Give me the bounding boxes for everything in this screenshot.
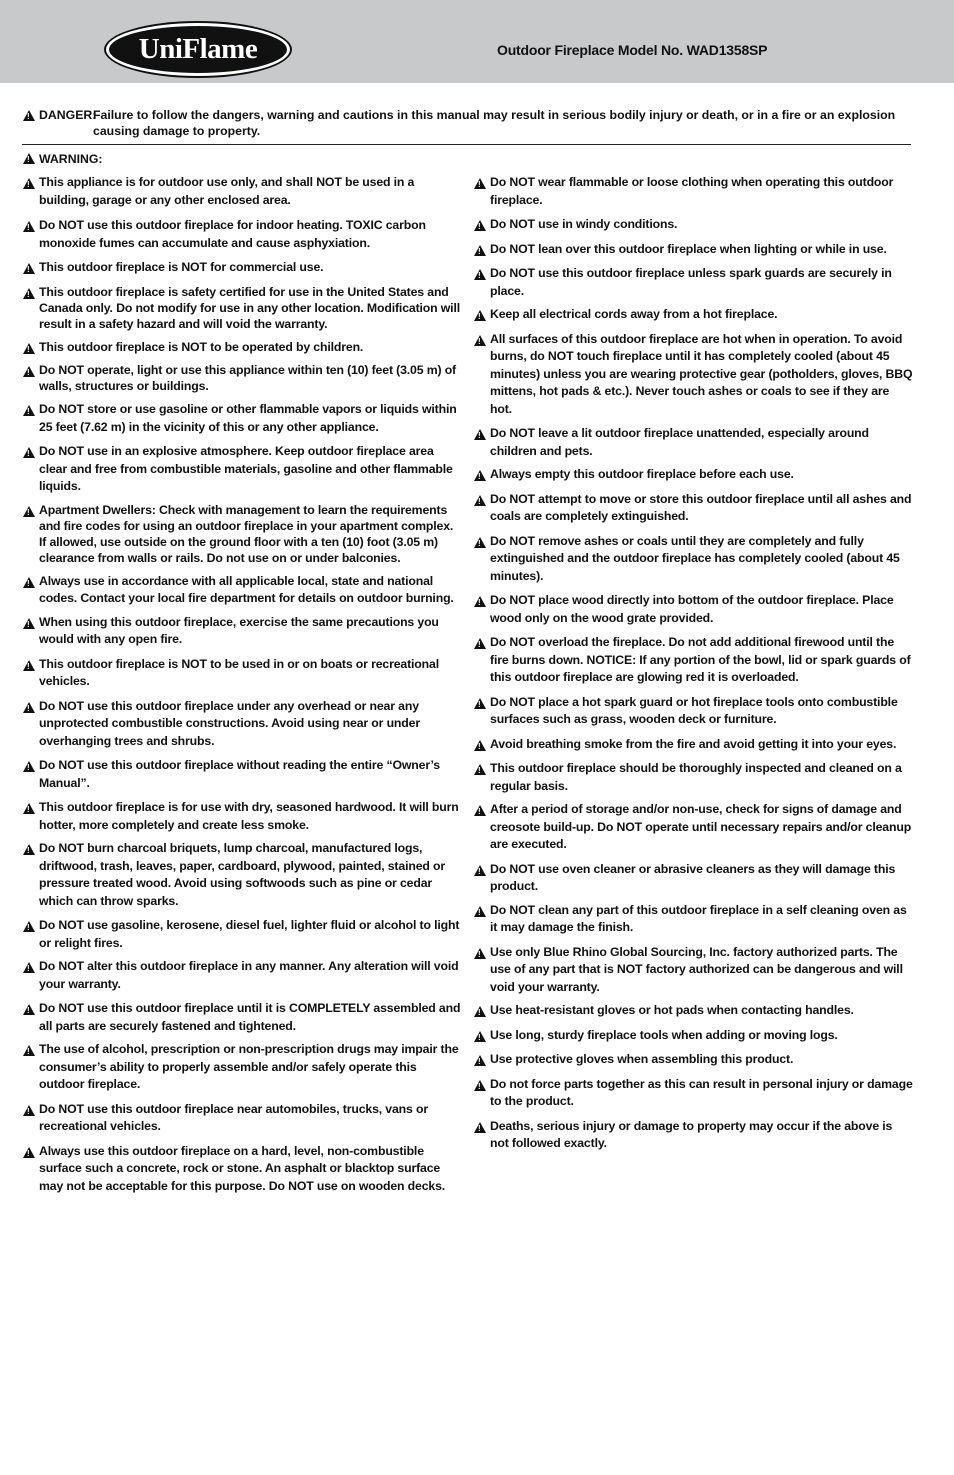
warning-triangle-icon — [474, 638, 486, 649]
warning-triangle-icon — [23, 618, 35, 629]
warning-item-text: Do NOT use in windy conditions. — [490, 217, 678, 231]
warning-item-text: Do NOT use this outdoor fireplace for indoor heating. TOXIC carbon monoxide fumes can accumulate and cause asphyxiation. — [39, 218, 426, 250]
warning-item — [23, 1041, 462, 1094]
warning-item-text: Do NOT clean any part of this outdoor fireplace in a self cleaning oven as it may damage the finish. — [490, 902, 907, 934]
warning-triangle-icon — [23, 153, 35, 164]
danger-label: DANGER: — [39, 108, 97, 122]
divider — [22, 144, 911, 145]
warning-item — [474, 592, 914, 627]
warning-item — [23, 917, 462, 952]
warning-triangle-icon — [474, 495, 486, 506]
warning-triangle-icon — [474, 269, 486, 280]
warning-item — [474, 902, 914, 937]
warning-item — [474, 331, 914, 419]
warning-triangle-icon — [23, 1004, 35, 1015]
warning-triangle-icon — [23, 660, 35, 671]
warning-triangle-icon — [23, 577, 35, 588]
warning-triangle-icon — [474, 948, 486, 959]
warning-item-text: Do NOT remove ashes or coals until they are completely and fully extinguished and the outdoor fireplace has completely cooled (about 45 minutes). — [490, 533, 900, 583]
warning-triangle-icon — [23, 366, 35, 377]
warning-item-text: Do NOT use in an explosive atmosphere. Keep outdoor fireplace area clear and free from combustible materials, gasoline and other flammable liquids. — [39, 444, 453, 493]
warning-triangle-icon — [23, 1147, 35, 1158]
warning-item — [474, 760, 914, 795]
warning-item-text: After a period of storage and/or non-use, check for signs of damage and creosote build-up. Do NOT operate until necessary repairs and/or cleanup are executed. — [490, 802, 912, 851]
warning-item-text: This outdoor fireplace should be thoroughly inspected and cleaned on a regular basis. — [490, 761, 902, 793]
warning-triangle-icon — [23, 1045, 35, 1056]
warning-item — [23, 698, 462, 751]
warning-triangle-icon — [23, 844, 35, 855]
warning-item — [474, 216, 914, 234]
warning-item-text: Always use this outdoor fireplace on a hard, level, non-combustible surface such a concrete, rock or stone. An asphalt or blacktop surface may not be acceptable for this purpose. Do NOT use on wooden decks. — [39, 1143, 446, 1193]
warning-triangle-icon — [23, 221, 35, 232]
warning-item — [23, 443, 462, 496]
logo-text: UniFlame — [138, 33, 258, 65]
warning-item — [23, 339, 462, 357]
warning-list-left — [23, 174, 462, 1202]
warning-item-text: This outdoor fireplace is for use with dry, seasoned hardwood. It will burn hotter, more completely and create less smoke. — [39, 800, 459, 832]
warning-item — [23, 757, 462, 792]
warning-triangle-icon — [474, 1122, 486, 1133]
warning-item-text: This outdoor fireplace is NOT for commercial use. — [39, 260, 324, 274]
warning-item — [474, 1002, 914, 1020]
warning-triangle-icon — [23, 447, 35, 458]
warning-triangle-icon — [23, 263, 35, 274]
warning-item — [474, 466, 914, 484]
warning-item — [23, 1000, 462, 1035]
warning-item-text: Do NOT leave a lit outdoor fireplace unattended, especially around children and pets. — [490, 426, 869, 458]
warning-list-right — [474, 174, 914, 1160]
danger-notice — [23, 108, 911, 139]
warning-triangle-icon — [474, 429, 486, 440]
warning-item — [474, 944, 914, 997]
warning-label: WARNING: — [39, 152, 103, 166]
warning-triangle-icon — [23, 178, 35, 189]
warning-item-text: Do NOT place wood directly into bottom of the outdoor fireplace. Place wood only on the wood grate provided. — [490, 593, 894, 625]
warning-item — [474, 861, 914, 896]
header-bar — [0, 0, 954, 83]
warning-triangle-icon — [474, 245, 486, 256]
warning-triangle-icon — [23, 761, 35, 772]
warning-item — [474, 174, 914, 209]
warning-item-text: Avoid breathing smoke from the fire and avoid getting it into your eyes. — [490, 736, 897, 751]
warning-triangle-icon — [474, 764, 486, 775]
warning-item-text: Do NOT use gasoline, kerosene, diesel fuel, lighter fluid or alcohol to light or relight fires. — [39, 918, 460, 950]
warning-item-text: Do NOT overload the fireplace. Do not add additional firewood until the fire burns down. NOTICE: If any portion of the bowl, lid or spark guards of this outdoor fireplace are glowing red it is overloaded. — [490, 635, 911, 684]
warning-triangle-icon — [23, 110, 35, 121]
warning-item-text: Deaths, serious injury or damage to property may occur if the above is not followed exactly. — [490, 1118, 893, 1150]
warning-item-text: Do NOT use this outdoor fireplace unless spark guards are securely in place. — [490, 266, 892, 298]
warning-item — [474, 801, 914, 854]
warning-item — [474, 1051, 914, 1069]
warning-item-text: Do NOT place a hot spark guard or hot fireplace tools onto combustible surfaces such as grass, wooden deck or furniture. — [490, 694, 898, 726]
warning-item — [474, 736, 914, 754]
warning-item-text: Always empty this outdoor fireplace before each use. — [490, 467, 794, 481]
warning-item-text: Do NOT use this outdoor fireplace under any overhead or near any unprotected combustible constructions. Avoid using near or under overhanging trees and shrubs. — [39, 698, 420, 748]
warning-item — [474, 1027, 914, 1045]
warning-item-text: This appliance is for outdoor use only, and shall NOT be used in a building, garage or any other enclosed area. — [39, 175, 415, 207]
warning-item-text: Do NOT use this outdoor fireplace until it is COMPLETELY assembled and all parts are securely fastened and tightened. — [39, 1001, 461, 1033]
warning-triangle-icon — [474, 178, 486, 189]
warning-item-text: Do NOT burn charcoal briquets, lump charcoal, manufactured logs, driftwood, trash, leaves, paper, cardboard, plywood, painted, stained or pressure treated wood. Avoid using softwoods such as pine or cedar which can throw sparks. — [39, 841, 446, 908]
warning-item — [23, 259, 462, 277]
warning-item — [474, 265, 914, 300]
warning-item — [23, 840, 462, 910]
warning-item-text: When using this outdoor fireplace, exercise the same precautions you would with any open fire. — [39, 614, 439, 646]
warning-item-text: This outdoor fireplace is NOT to be operated by children. — [39, 339, 364, 354]
warning-item — [474, 1118, 914, 1153]
warning-triangle-icon — [23, 405, 35, 416]
warning-triangle-icon — [23, 343, 35, 354]
warning-item-text: Always use in accordance with all applicable local, state and national codes. Contact your local fire department for details on outdoor burning. — [39, 573, 454, 605]
warning-triangle-icon — [23, 288, 35, 299]
warning-triangle-icon — [23, 506, 35, 517]
warning-triangle-icon — [474, 698, 486, 709]
warning-heading — [23, 151, 103, 167]
warning-triangle-icon — [474, 1055, 486, 1066]
danger-text: Failure to follow the dangers, warning and cautions in this manual may result in serious bodily injury or death, or in a fire or an explosion causing damage to property. — [93, 108, 896, 138]
warning-triangle-icon — [474, 335, 486, 346]
warning-item — [474, 1076, 914, 1111]
warning-triangle-icon — [474, 537, 486, 548]
warning-item — [23, 174, 462, 209]
warning-triangle-icon — [474, 805, 486, 816]
warning-triangle-icon — [474, 1006, 486, 1017]
warning-item — [474, 425, 914, 460]
warning-item-text: Do NOT use this outdoor fireplace without reading the entire “Owner’s Manual”. — [39, 758, 440, 790]
warning-item-text: Keep all electrical cords away from a hot fireplace. — [490, 307, 778, 321]
warning-triangle-icon — [23, 702, 35, 713]
warning-item-text: Do NOT use oven cleaner or abrasive cleaners as they will damage this product. — [490, 861, 896, 893]
warning-triangle-icon — [474, 596, 486, 607]
warning-item — [23, 614, 462, 649]
warning-item-text: Use long, sturdy fireplace tools when adding or moving logs. — [490, 1027, 838, 1042]
warning-item-text: Use protective gloves when assembling this product. — [490, 1052, 794, 1066]
warning-item — [23, 217, 462, 252]
warning-item-text: This outdoor fireplace is safety certified for use in the United States and Canada only. Do not modify for use in any other location. Modification will result in a safety hazard and will void the warranty. — [39, 284, 460, 331]
uniflame-logo — [106, 23, 290, 76]
warning-triangle-icon — [474, 1080, 486, 1091]
warning-item-text: This outdoor fireplace is NOT to be used in or on boats or recreational vehicles. — [39, 656, 439, 688]
warning-item-text: Use heat-resistant gloves or hot pads when contacting handles. — [490, 1003, 854, 1017]
warning-triangle-icon — [474, 220, 486, 231]
warning-triangle-icon — [474, 906, 486, 917]
warning-item-text: Do NOT use this outdoor fireplace near automobiles, trucks, vans or recreational vehicles. — [39, 1101, 428, 1133]
warning-triangle-icon — [23, 962, 35, 973]
warning-item — [474, 533, 914, 586]
warning-item-text: The use of alcohol, prescription or non-prescription drugs may impair the consumer’s ability to properly assemble and/or safely operate this outdoor fireplace. — [39, 1042, 459, 1091]
warning-item — [23, 362, 462, 394]
warning-item — [474, 694, 914, 729]
warning-item-text: All surfaces of this outdoor fireplace are hot when in operation. To avoid burns, do NOT touch fireplace until it has completely cooled (about 45 minutes) unless you are wearing protective gear (potholders, gloves, BBQ mittens, hot pads & etc.). Never touch ashes or coals to see if they are hot. — [490, 331, 913, 416]
warning-triangle-icon — [23, 803, 35, 814]
warning-item — [23, 573, 462, 608]
warning-item — [23, 502, 462, 566]
warning-item — [23, 958, 462, 993]
warning-item — [23, 401, 462, 436]
warning-item — [23, 656, 462, 691]
warning-item-text: Use only Blue Rhino Global Sourcing, Inc. factory authorized parts. The use of any part that is NOT factory authorized can be dangerous and will void your warranty. — [490, 944, 903, 994]
warning-item-text: Do NOT operate, light or use this appliance within ten (10) feet (3.05 m) of walls, structures or buildings. — [39, 363, 456, 393]
warning-triangle-icon — [474, 310, 486, 321]
warning-item — [474, 634, 914, 687]
warning-item-text: Do NOT wear flammable or loose clothing when operating this outdoor fireplace. — [490, 175, 894, 207]
warning-item — [474, 491, 914, 526]
warning-item-text: Do NOT lean over this outdoor fireplace when lighting or while in use. — [490, 241, 887, 256]
warning-item — [23, 1143, 462, 1196]
warning-triangle-icon — [23, 1105, 35, 1116]
warning-item — [23, 1101, 462, 1136]
warning-triangle-icon — [474, 1031, 486, 1042]
warning-item-text: Do NOT store or use gasoline or other flammable vapors or liquids within 25 feet (7.62 m) in the vicinity of this or any other appliance. — [39, 402, 457, 434]
page-title: Outdoor Fireplace Model No. WAD1358SP — [497, 42, 768, 58]
warning-item-text: Do NOT attempt to move or store this outdoor fireplace until all ashes and coals are completely extinguished. — [490, 491, 912, 523]
warning-triangle-icon — [474, 865, 486, 876]
warning-item-text: Apartment Dwellers: Check with management to learn the requirements and fire codes for using an outdoor fireplace in your apartment complex. If allowed, use outside on the ground floor with a ten (10) foot (3.05 m) clearance from walls or rails. Do not use on or under balconies. — [39, 502, 454, 565]
warning-item — [23, 799, 462, 834]
warning-item — [474, 306, 914, 324]
warning-triangle-icon — [474, 470, 486, 481]
warning-item-text: Do NOT alter this outdoor fireplace in any manner. Any alteration will void your warranty. — [39, 959, 459, 991]
warning-triangle-icon — [474, 740, 486, 751]
warning-item — [23, 284, 462, 332]
warning-triangle-icon — [23, 921, 35, 932]
warning-item-text: Do not force parts together as this can result in personal injury or damage to the product. — [490, 1076, 913, 1108]
warning-item — [474, 241, 914, 259]
